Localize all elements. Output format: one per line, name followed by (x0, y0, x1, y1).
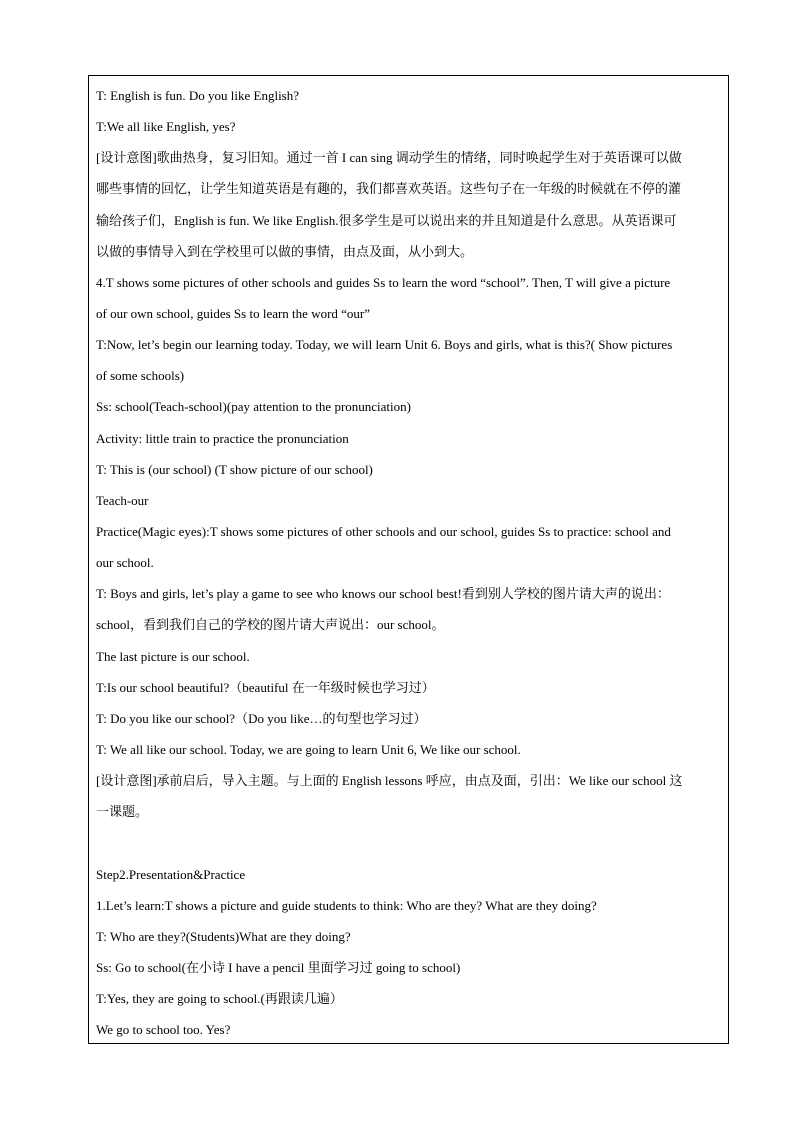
text-line: We go to school too. Yes? (96, 1022, 231, 1038)
text-line: T: We all like our school. Today, we are going to learn Unit 6, We like our school. (96, 741, 521, 757)
text-line: our school. (96, 555, 154, 571)
step-heading: Step2.Presentation&Practice (96, 866, 246, 882)
text-line: T: Do you like our school?（Do you like…的句型也学习过） (96, 710, 427, 726)
text-line: 哪些事情的回忆，让学生知道英语是有趣的，我们都喜欢英语。这些句子在一年级的时候就在不停的灌 (96, 181, 682, 197)
text-line: T: Boys and girls, let’s play a game to see who knows our school best!看到别人学校的图片请大声的说出： (96, 586, 670, 602)
text-line: T: English is fun. Do you like English? (96, 88, 300, 103)
text-line: 输给孩子们，English is fun. We like English.很多学生是可以说出来的并且知道是什么意思。从英语课可 (96, 212, 677, 228)
lesson-plan-text (96, 80, 724, 1045)
text-line: T: Who are they?(Students)What are they doing? (96, 928, 351, 944)
design-intent-line: [设计意图]歌曲热身，复习旧知。通过一首 I can sing 调动学生的情绪，同时唤起学生对于英语课可以做 (96, 150, 682, 166)
design-intent-line: [设计意图]承前启后，导入主题。与上面的 English lessons 呼应，由点及面，引出：We like our school 这 (96, 773, 683, 789)
text-line: 1.Let’s learn:T shows a picture and guide students to think: Who are they? What are they doing? (96, 897, 597, 913)
text-line: Ss: Go to school(在小诗 I have a pencil 里面学习过 going to school) (96, 959, 461, 975)
text-line: 以做的事情导入到在学校里可以做的事情，由点及面，从小到大。 (96, 243, 474, 259)
text-line: T: This is (our school) (T show picture of our school) (96, 461, 373, 477)
text-line: Practice(Magic eyes):T shows some pictures of other schools and our school, guides Ss to practice: school and (96, 523, 671, 539)
text-line: of some schools) (96, 368, 185, 384)
blank-line (96, 827, 724, 858)
text-line: of our own school, guides Ss to learn the word “our” (96, 305, 371, 321)
text-line: T:Is our school beautiful?（beautiful 在一年级时候也学习过） (96, 679, 435, 695)
text-line: Teach-our (96, 492, 149, 508)
text-line: T:Yes, they are going to school.(再跟读几遍） (96, 991, 343, 1007)
text-line: 一课题。 (96, 804, 149, 820)
text-line: T:We all like English, yes? (96, 119, 236, 135)
text-line: T:Now, let’s begin our learning today. Today, we will learn Unit 6. Boys and girls, what is this?( Show pictures (96, 337, 673, 353)
text-line: Activity: little train to practice the pronunciation (96, 430, 349, 446)
text-line: The last picture is our school. (96, 648, 250, 664)
text-line: 4.T shows some pictures of other schools and guides Ss to learn the word “school”. Then, T will give a picture (96, 274, 671, 290)
text-line: school，看到我们自己的学校的图片请大声说出：our school。 (96, 617, 445, 633)
text-line: Ss: school(Teach-school)(pay attention to the pronunciation) (96, 399, 411, 415)
